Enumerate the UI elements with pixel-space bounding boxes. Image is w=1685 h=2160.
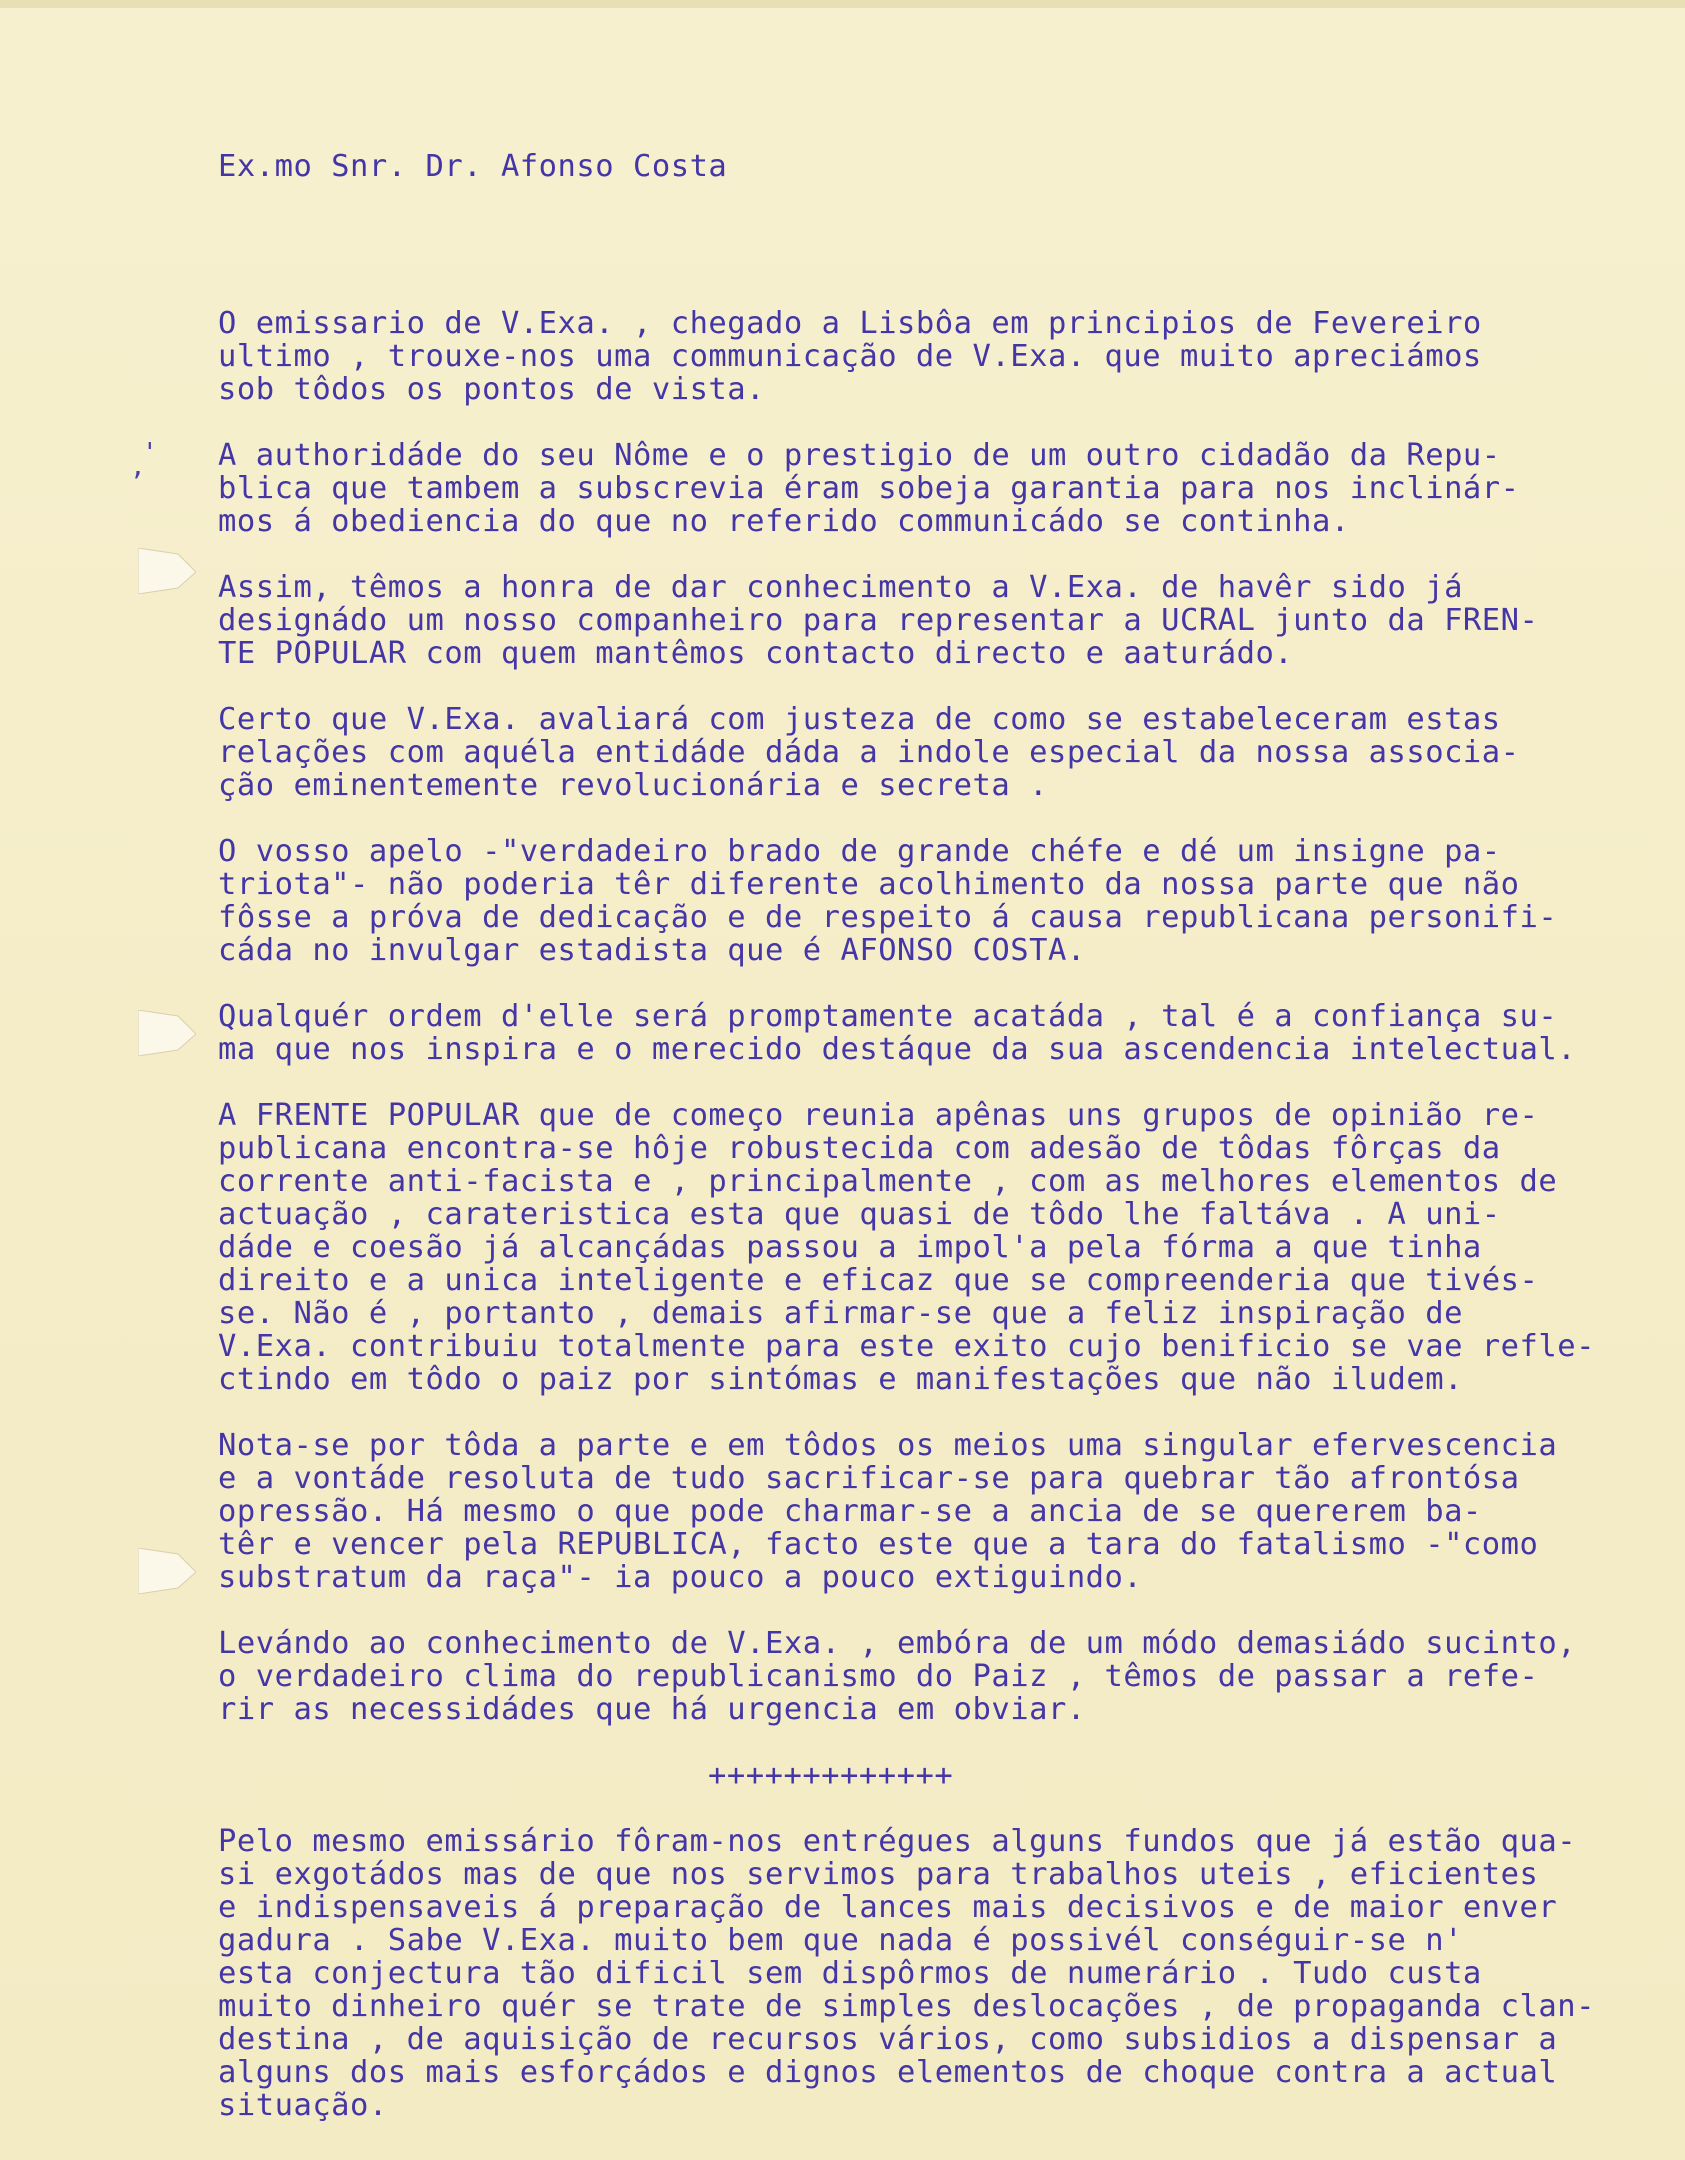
salutation bbox=[218, 150, 1638, 183]
text-line: cáda no invulgar estadista que é AFONSO COSTA. bbox=[218, 933, 1086, 968]
text-line: gadura . Sabe V.Exa. muito bem que nada é possivél conséguir-se n' bbox=[218, 1923, 1463, 1958]
page-top-edge bbox=[0, 0, 1685, 8]
text-line: Nota-se por tôda a parte e em tôdos os meios uma singular efervescencia bbox=[218, 1428, 1558, 1463]
closing-paragraph bbox=[218, 1825, 1638, 2122]
letter-body bbox=[218, 150, 1638, 2155]
text-line: ultimo , trouxe-nos uma communicação de V.Exa. que muito apreciámos bbox=[218, 339, 1482, 374]
text-line: destina , de aquisição de recursos vários, como subsidios a dispensar a bbox=[218, 2022, 1558, 2057]
text-line: sob tôdos os pontos de vista. bbox=[218, 372, 766, 407]
text-line: o verdadeiro clima do republicanismo do Paiz , têmos de passar a refe- bbox=[218, 1659, 1539, 1694]
text-line: rir as necessidádes que há urgencia em obviar. bbox=[218, 1692, 1086, 1727]
paragraph-2 bbox=[218, 439, 1638, 538]
salutation-line: Ex.mo Snr. Dr. Afonso Costa bbox=[218, 149, 728, 184]
paragraph-3 bbox=[218, 571, 1638, 670]
ink-speck-mark: ' bbox=[142, 438, 158, 468]
text-line: Certo que V.Exa. avaliará com justeza de como se estabeleceram estas bbox=[218, 702, 1501, 737]
paper-fold-mark bbox=[138, 1548, 196, 1594]
text-line: dáde e coesão já alcançádas passou a impol'a pela fórma a que tinha bbox=[218, 1230, 1482, 1265]
text-line: substratum da raça"- ia pouco a pouco extiguindo. bbox=[218, 1560, 1143, 1595]
text-line: si exgotádos mas de que nos servimos para trabalhos uteis , eficientes bbox=[218, 1857, 1539, 1892]
text-line: ctindo em tôdo o paiz por sintómas e manifestações que não iludem. bbox=[218, 1362, 1463, 1397]
text-line: e indispensaveis á preparação de lances mais decisivos e de maior enver bbox=[218, 1890, 1558, 1925]
text-line: blica que tambem a subscrevia éram sobeja garantia para nos inclinár- bbox=[218, 471, 1520, 506]
text-line: relações com aquéla entidáde dáda a indole especial da nossa associa- bbox=[218, 735, 1520, 770]
text-line: actuação , carateristica esta que quasi de tôdo lhe faltáva . A uni- bbox=[218, 1197, 1501, 1232]
text-line: esta conjectura tão dificil sem dispôrmos de numerário . Tudo custa bbox=[218, 1956, 1482, 1991]
text-line: Qualquér ordem d'elle será promptamente acatáda , tal é a confiança su- bbox=[218, 999, 1558, 1034]
text-line: situação. bbox=[218, 2088, 388, 2123]
text-line: e a vontáde resoluta de tudo sacrificar-se para quebrar tão afrontósa bbox=[218, 1461, 1520, 1496]
separator-line: +++++++++++++ bbox=[708, 1758, 954, 1793]
paper-fold-mark bbox=[138, 548, 196, 594]
paragraph-1 bbox=[218, 307, 1638, 406]
text-line: designádo um nosso companheiro para representar a UCRAL junto da FREN- bbox=[218, 603, 1539, 638]
text-line: triota"- não poderia têr diferente acolhimento da nossa parte que não bbox=[218, 867, 1520, 902]
text-line: Levándo ao conhecimento de V.Exa. , embóra de um módo demasiádo sucinto, bbox=[218, 1626, 1577, 1661]
text-line: Pelo mesmo emissário fôram-nos entrégues alguns fundos que já estão qua- bbox=[218, 1824, 1577, 1859]
text-line: têr e vencer pela REPUBLICA, facto este que a tara do fatalismo -"como bbox=[218, 1527, 1539, 1562]
text-line: se. Não é , portanto , demais afirmar-se que a feliz inspiração de bbox=[218, 1296, 1463, 1331]
text-line: opressão. Há mesmo o que pode charmar-se a ancia de se quererem ba- bbox=[218, 1494, 1482, 1529]
paragraph-6 bbox=[218, 1000, 1638, 1066]
text-line: alguns dos mais esforçádos e dignos elementos de choque contra a actual bbox=[218, 2055, 1558, 2090]
text-line: publicana encontra-se hôje robustecida com adesão de tôdas fôrças da bbox=[218, 1131, 1501, 1166]
section-separator bbox=[218, 1759, 1638, 1792]
text-line: O emissario de V.Exa. , chegado a Lisbôa em principios de Fevereiro bbox=[218, 306, 1482, 341]
text-line: fôsse a próva de dedicação e de respeito á causa republicana personifi- bbox=[218, 900, 1558, 935]
paragraph-8 bbox=[218, 1429, 1638, 1594]
text-line: corrente anti-facista e , principalmente , com as melhores elementos de bbox=[218, 1164, 1558, 1199]
paragraph-5 bbox=[218, 835, 1638, 967]
text-line: ma que nos inspira e o merecido destáque da sua ascendencia intelectual. bbox=[218, 1032, 1577, 1067]
text-line: O vosso apelo -"verdadeiro brado de grande chéfe e dé um insigne pa- bbox=[218, 834, 1501, 869]
paragraph-7 bbox=[218, 1099, 1638, 1396]
ink-speck-mark: , bbox=[130, 452, 146, 482]
text-line: A FRENTE POPULAR que de começo reunia apênas uns grupos de opinião re- bbox=[218, 1098, 1539, 1133]
text-line: muito dinheiro quér se trate de simples deslocações , de propaganda clan- bbox=[218, 1989, 1595, 2024]
text-line: mos á obediencia do que no referido communicádo se continha. bbox=[218, 504, 1350, 539]
paragraph-9 bbox=[218, 1627, 1638, 1726]
text-line: Assim, têmos a honra de dar conhecimento a V.Exa. de havêr sido já bbox=[218, 570, 1463, 605]
paper-fold-mark bbox=[138, 1010, 196, 1056]
text-line: A authoridáde do seu Nôme e o prestigio de um outro cidadão da Repu- bbox=[218, 438, 1501, 473]
text-line: V.Exa. contribuiu totalmente para este exito cujo benificio se vae refle- bbox=[218, 1329, 1595, 1364]
text-line: ção eminentemente revolucionária e secreta . bbox=[218, 768, 1048, 803]
text-line: TE POPULAR com quem mantêmos contacto directo e aaturádo. bbox=[218, 636, 1294, 671]
paragraph-4 bbox=[218, 703, 1638, 802]
text-line: direito e a unica inteligente e eficaz que se compreenderia que tivés- bbox=[218, 1263, 1539, 1298]
